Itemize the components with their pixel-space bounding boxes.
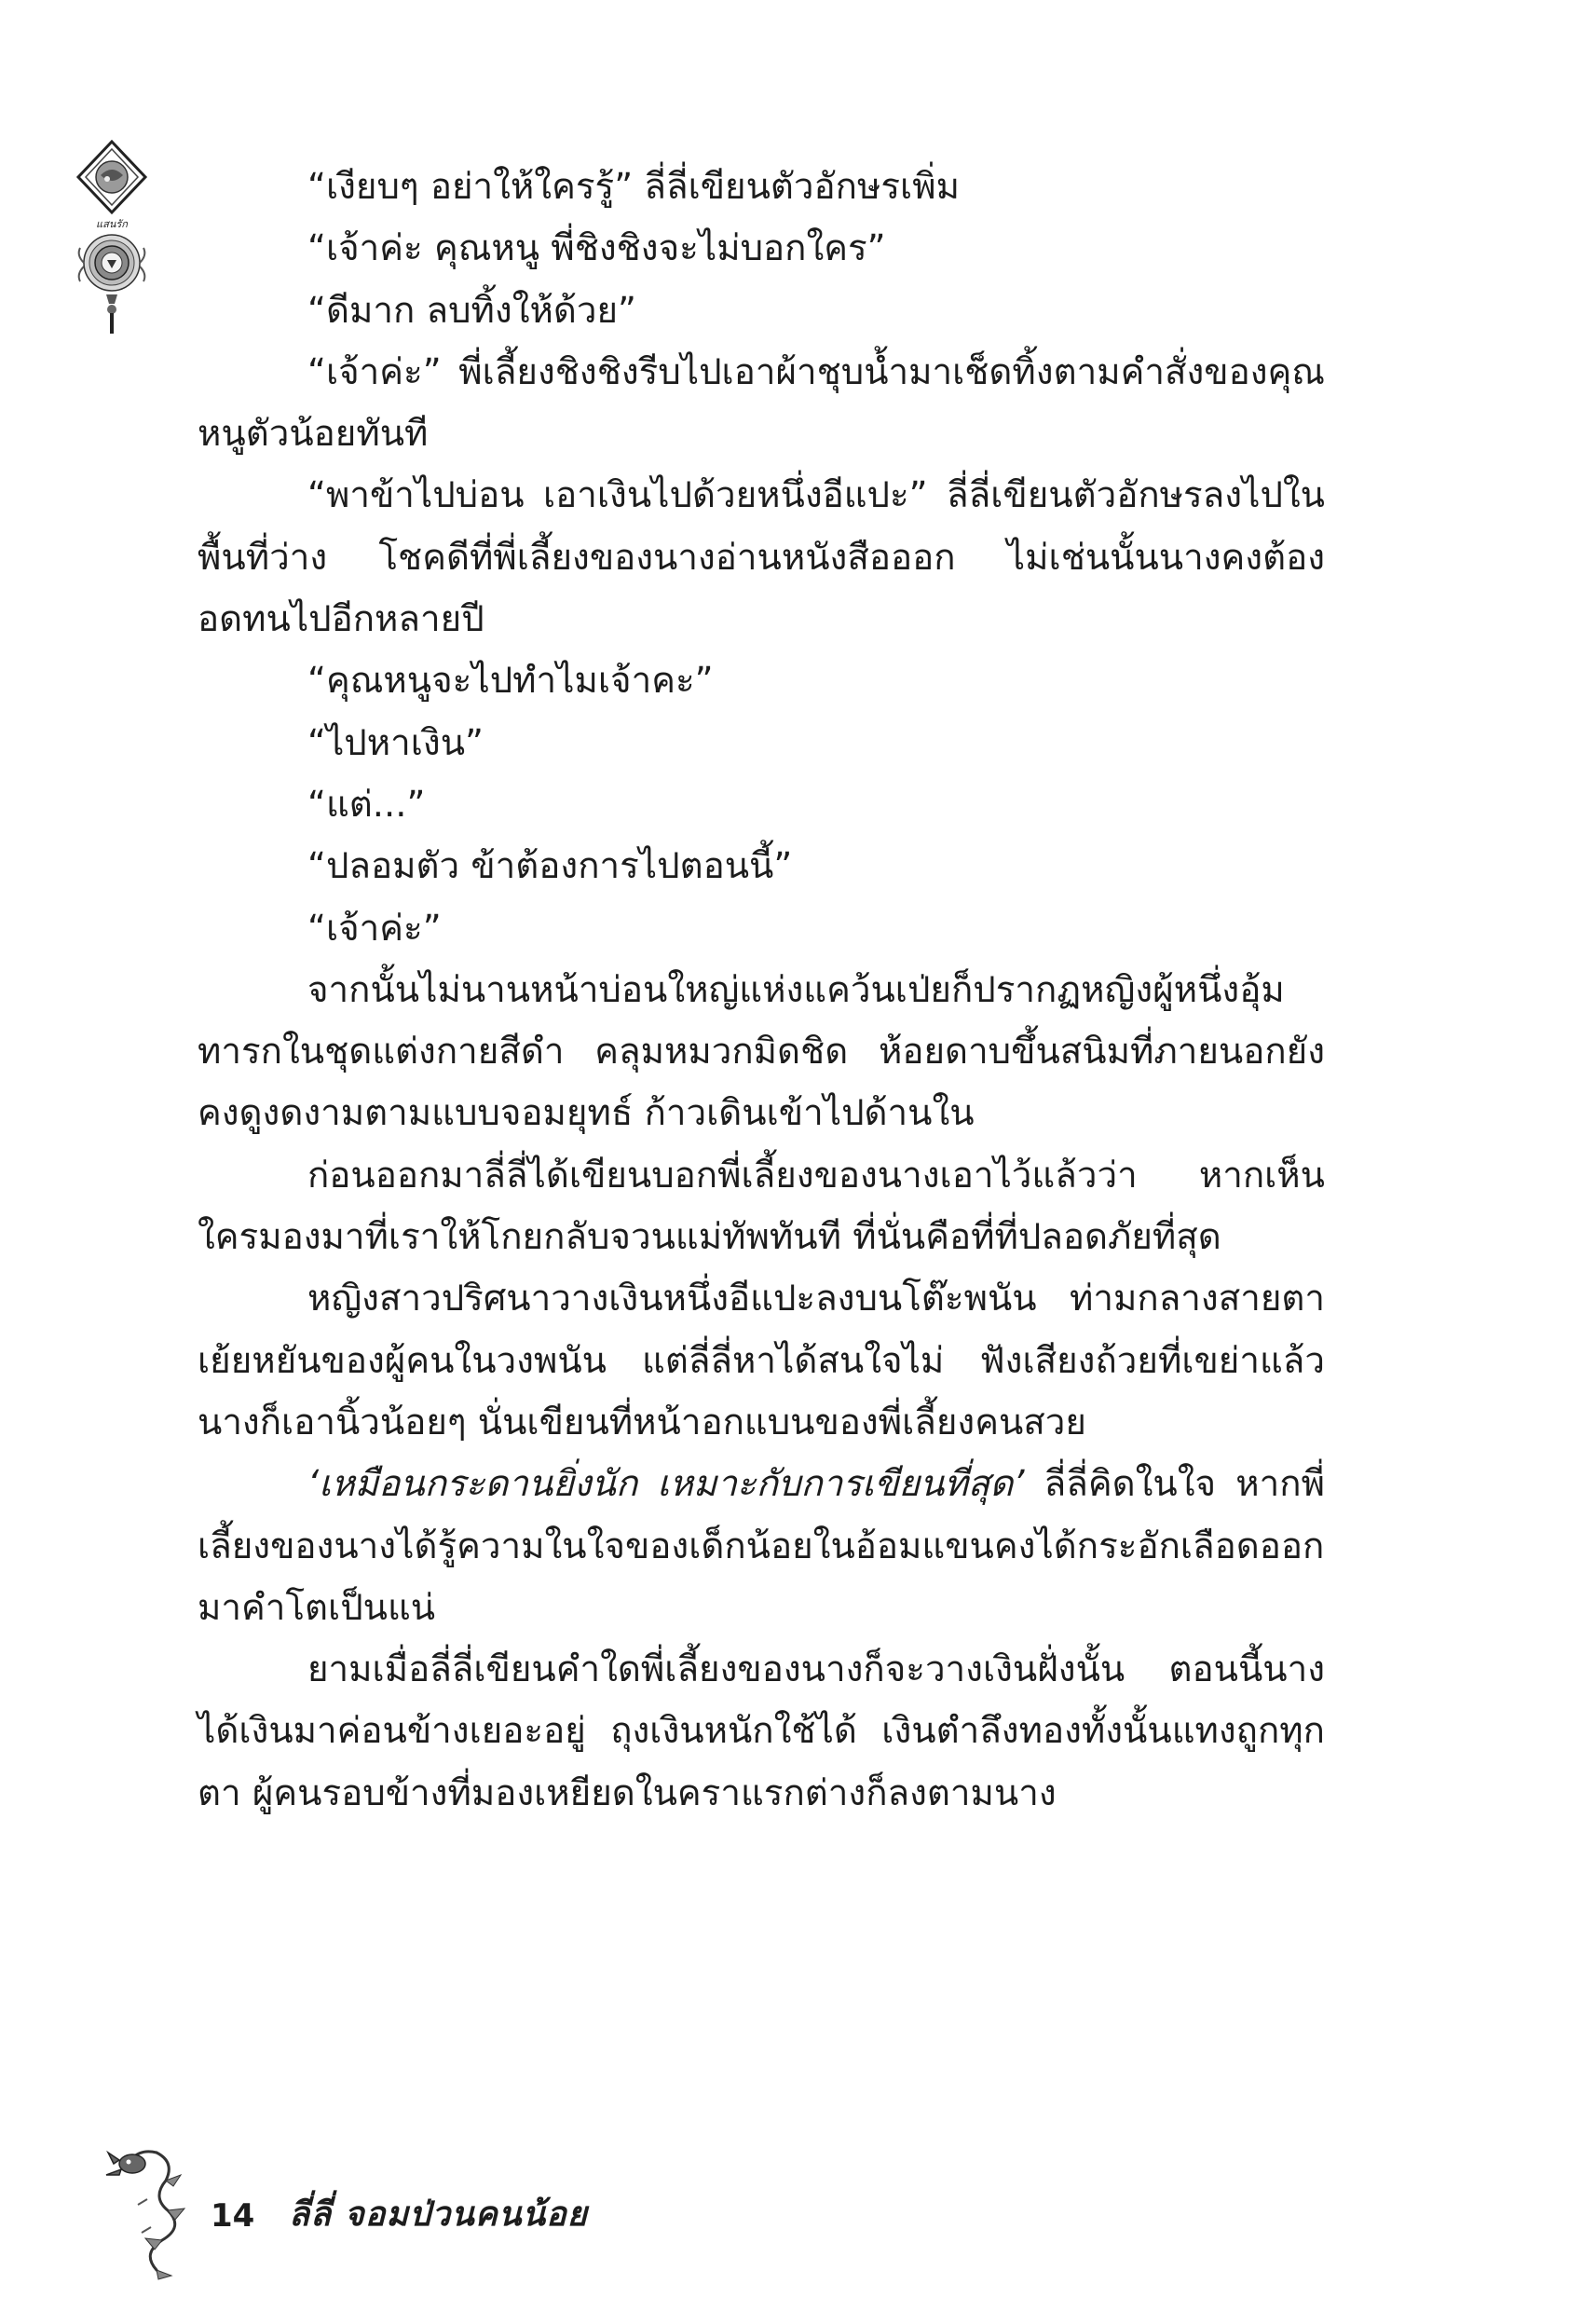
paragraph	[198, 1454, 1325, 1639]
paragraph: ยามเมื่อลี่ลี่เขียนคำใดพี่เลี้ยงของนางก็จะวางเงินฝั่งนั้น ตอนนี้นางได้เงินมาค่อนข้างเยอะอยู่ ถุงเงินหนักใช้ได้ เงินตำลึงทองทั้งนั้นแทงถูกทุกตา ผู้คนรอบข้างที่มองเหยียดในคราแรกต่างก็ลงตามนาง	[198, 1648, 1325, 1814]
dragon-icon	[101, 2143, 190, 2283]
paragraph: “ไปหาเงิน”	[307, 721, 484, 764]
publisher-emblem-icon	[65, 140, 158, 335]
paragraph: “เงียบๆ อย่าให้ใครรู้” ลี่ลี่เขียนตัวอักษรเพิ่ม	[307, 166, 960, 208]
paragraph: “เจ้าค่ะ” พี่เลี้ยงชิงชิงรีบไปเอาผ้าชุบน้ำมาเช็ดทิ้งตามคำสั่งของคุณหนูตัวน้อยทันที	[198, 350, 1325, 456]
paragraph: “พาข้าไปบ่อน เอาเงินไปด้วยหนึ่งอีแปะ” ลี่ลี่เขียนตัวอักษรลงไปในพื้นที่ว่าง โชคดีที่พี่เลี้ยงของนางอ่านหนังสือออก ไม่เช่นนั้นนางคงต้องอดทนไปอีกหลายปี	[198, 474, 1325, 641]
body-text	[198, 157, 1325, 1825]
paragraph: “เจ้าค่ะ”	[307, 907, 442, 950]
paragraph-text: ลี่ลี่คิดในใจ หากพี่เลี้ยงของนางได้รู้ความในใจของเด็กน้อยในอ้อมแขนคงได้กระอักเลือดออกมาคำโตเป็นแน่	[198, 1463, 1325, 1629]
running-title: ลี่ลี่ จอมป่วนคนน้อย	[289, 2195, 588, 2234]
paragraph: “ปลอมตัว ข้าต้องการไปตอนนี้”	[307, 845, 793, 888]
paragraph: “คุณหนูจะไปทำไมเจ้าคะ”	[307, 660, 714, 703]
page-number: 14	[211, 2197, 255, 2235]
paragraph: หญิงสาวปริศนาวางเงินหนึ่งอีแปะลงบนโต๊ะพนัน ท่ามกลางสายตาเย้ยหยันของผู้คนในวงพนัน แต่ลี่ลี่หาได้สนใจไม่ ฟังเสียงถ้วยที่เขย่าแล้วนางก็เอานิ้วน้อยๆ นั่นเขียนที่หน้าอกแบนของพี่เลี้ยงคนสวย	[198, 1278, 1325, 1443]
paragraph: จากนั้นไม่นานหน้าบ่อนใหญ่แห่งแคว้นเป่ยก็ปรากฏหญิงผู้หนึ่งอุ้มทารกในชุดแต่งกายสีดำ คลุมหมวกมิดชิด ห้อยดาบขึ้นสนิมที่ภายนอกยังคงดูงดงามตามแบบจอมยุทธ์ ก้าวเดินเข้าไปด้านใน	[198, 968, 1325, 1135]
paragraph: “แต่...”	[307, 783, 426, 826]
inner-thought: ‘เหมือนกระดานยิ่งนัก เหมาะกับการเขียนที่สุด’	[307, 1463, 1025, 1506]
paragraph: “เจ้าค่ะ คุณหนู พี่ชิงชิงจะไม่บอกใคร”	[307, 227, 886, 270]
svg-text:แสนรัก: แสนรัก	[96, 218, 128, 230]
paragraph: ก่อนออกมาลี่ลี่ได้เขียนบอกพี่เลี้ยงของนางเอาไว้แล้วว่า หากเห็นใครมองมาที่เราให้โกยกลับจวนแม่ทัพทันที ที่นั่นคือที่ที่ปลอดภัยที่สุด	[198, 1154, 1325, 1259]
paragraph: “ดีมาก ลบทิ้งให้ด้วย”	[307, 289, 637, 332]
